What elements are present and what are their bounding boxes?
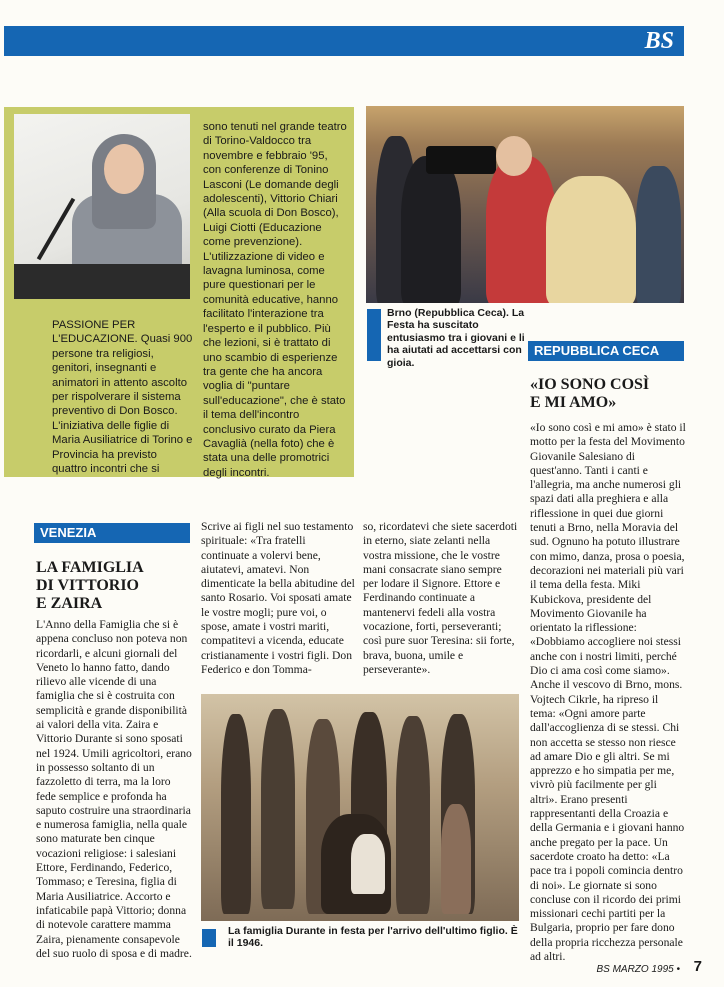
caption-marker: [367, 309, 381, 361]
magazine-logo: BS: [644, 28, 674, 54]
czech-title-line1: «IO SONO COSÌ: [530, 376, 650, 393]
brno-photo-caption: Brno (Repubblica Ceca). La Festa ha suscitato entusiasmo tra i giovani e li ha aiutati ad accettarsi con gioia.: [387, 307, 525, 369]
czech-article-body: «Io sono così e mi amo» è stato il motto per la festa del Movimento Giovanile Salesiano di quest'anno. Tanti i canti e l'allegria, ma anche numerosi gli spazi dati alla preghiera e alla riflessione in quei due giorni tenuti a Brno, nella Moravia del sud. Ognuno ha potuto illustrare con mimo, danza, prosa o poesia, decorazioni nei materiali più vari il tema della festa. Miki Kubickova, presidente del Movimento Giovanile ha orientato la riflessione: «Dobbiamo accogliere noi stessi anche con i nostri limiti, perché Dio ci ama così come siamo». Anche il vescovo di Brno, mons. Vojtech Cikrle, ha ripreso il tema: «Ogni amore parte dall'accoglienza di se stessi. Chi non accetta se stesso non riesce ad amare Dio e gli altri. Se mi apprezzo e ho simpatia per me, vivrò più facilmente per gli altri». Erano presenti rappresentanti della Croazia e della Germania e i giovani hanno anche pregato per la pace. Un sacerdote croato ha detto: «La pace tra i popoli comincia dentro di noi». Le giornate si sono concluse con il ricordo dei primi missionari cechi partiti per la Bulgaria, proprio per fare dono della propria ricchezza personale ad altri.: [530, 421, 686, 963]
header-bar: [4, 26, 684, 56]
family-photo-caption: La famiglia Durante in festa per l'arrivo dell'ultimo figlio. È il 1946.: [228, 925, 518, 950]
section-label-venezia: VENEZIA: [34, 523, 190, 543]
brno-festival-photo: [366, 106, 684, 303]
nun-speaker-photo: [14, 114, 190, 299]
venezia-title-line1: LA FAMIGLIA: [36, 559, 144, 576]
footer-issue: BS MARZO 1995 •: [596, 964, 680, 975]
durante-family-photo: [201, 694, 519, 921]
venezia-article-body: L'Anno della Famiglia che si è appena concluso non poteva non ricordarli, e alcuni giornali del Veneto lo hanno fatto, dando rilievo alle vicende di una famiglia che si è costruita con semplicità e grande disponibilità ai valori della vita. Zaira e Vittorio Durante si sono sposati nel 1924. Umili agricoltori, erano in possesso soltanto di un fazzoletto di terra, ma la loro fede semplice e profonda ha saputo costruire una straordinaria e numerosa famiglia, nella quale sono maturate ben cinque vocazioni religiose: i salesiani Ettore, Ferdinando, Federico, Tommaso; e Teresina, figlia di Maria Ausiliatrice. Accorto e infaticabile papà Vittorio; donna di notevole carattere mamma Zaira, pienamente consapevole del suo ruolo di sposa e di madre.: [36, 618, 192, 960]
czech-title: [530, 376, 680, 412]
venezia-column-2: Scrive ai figli nel suo testamento spirituale: «Tra fratelli continuate a volervi bene, aiutatevi, amatevi. Non dimenticate la bella abitudine del santo Rosario. Voi sposati amate le vostre mogli; pure voi, o spose, amate i vostri mariti, compatitevi a vicenda, educate cristianamente i vostri figli. Don Federico e don Tomma-: [201, 520, 355, 676]
education-text-right: sono tenuti nel grande teatro di Torino-Valdocco tra novembre e febbraio '95, con conferenze di Tonino Lasconi (Le domande degli adolescenti), Vittorio Chiari (Alla scuola di Don Bosco), Luigi Ciotti (Educazione come prevenzione). L'utilizzazione di video e lavagna luminosa, come pure questionari per le comunità educative, hanno facilitato l'interazione tra l'esperto e il pubblico. Più che lezioni, si è trattato di uno scambio di esperienze tra gente che ha ancora voglia di "puntare sull'educazione", che è stato il tema dell'incontro conclusivo curato da Piera Cavaglià (nella foto) che è stata una delle promotrici degli incontri.: [203, 121, 347, 479]
education-text-left: PASSIONE PER L'EDUCAZIONE. Quasi 900 persone tra religiosi, genitori, insegnanti e animatori in attento ascolto per rispolverare il sistema preventivo di Don Bosco. L'iniziativa delle figlie di Maria Ausiliatrice di Torino e Provincia ha previsto quattro incontri che si: [52, 319, 193, 476]
page-number: 7: [693, 958, 702, 975]
czech-title-line2: E MI AMO»: [530, 394, 617, 411]
venezia-title-line3: E ZAIRA: [36, 595, 103, 612]
venezia-title: [36, 559, 186, 613]
caption-marker: [202, 929, 216, 947]
section-label-czech: REPUBBLICA CECA: [528, 341, 684, 361]
venezia-title-line2: DI VITTORIO: [36, 577, 139, 594]
venezia-column-3: so, ricordatevi che siete sacerdoti in eterno, siate zelanti nella vostra missione, che le vostre mani consacrate siano sempre per lodare il Signore. Ettore e Ferdinando continuate a mantenervi fedeli alla vostra vocazione, forti, perseveranti; così pure suor Teresina: sii forte, brava, buona, umile e perseverante».: [363, 520, 518, 676]
